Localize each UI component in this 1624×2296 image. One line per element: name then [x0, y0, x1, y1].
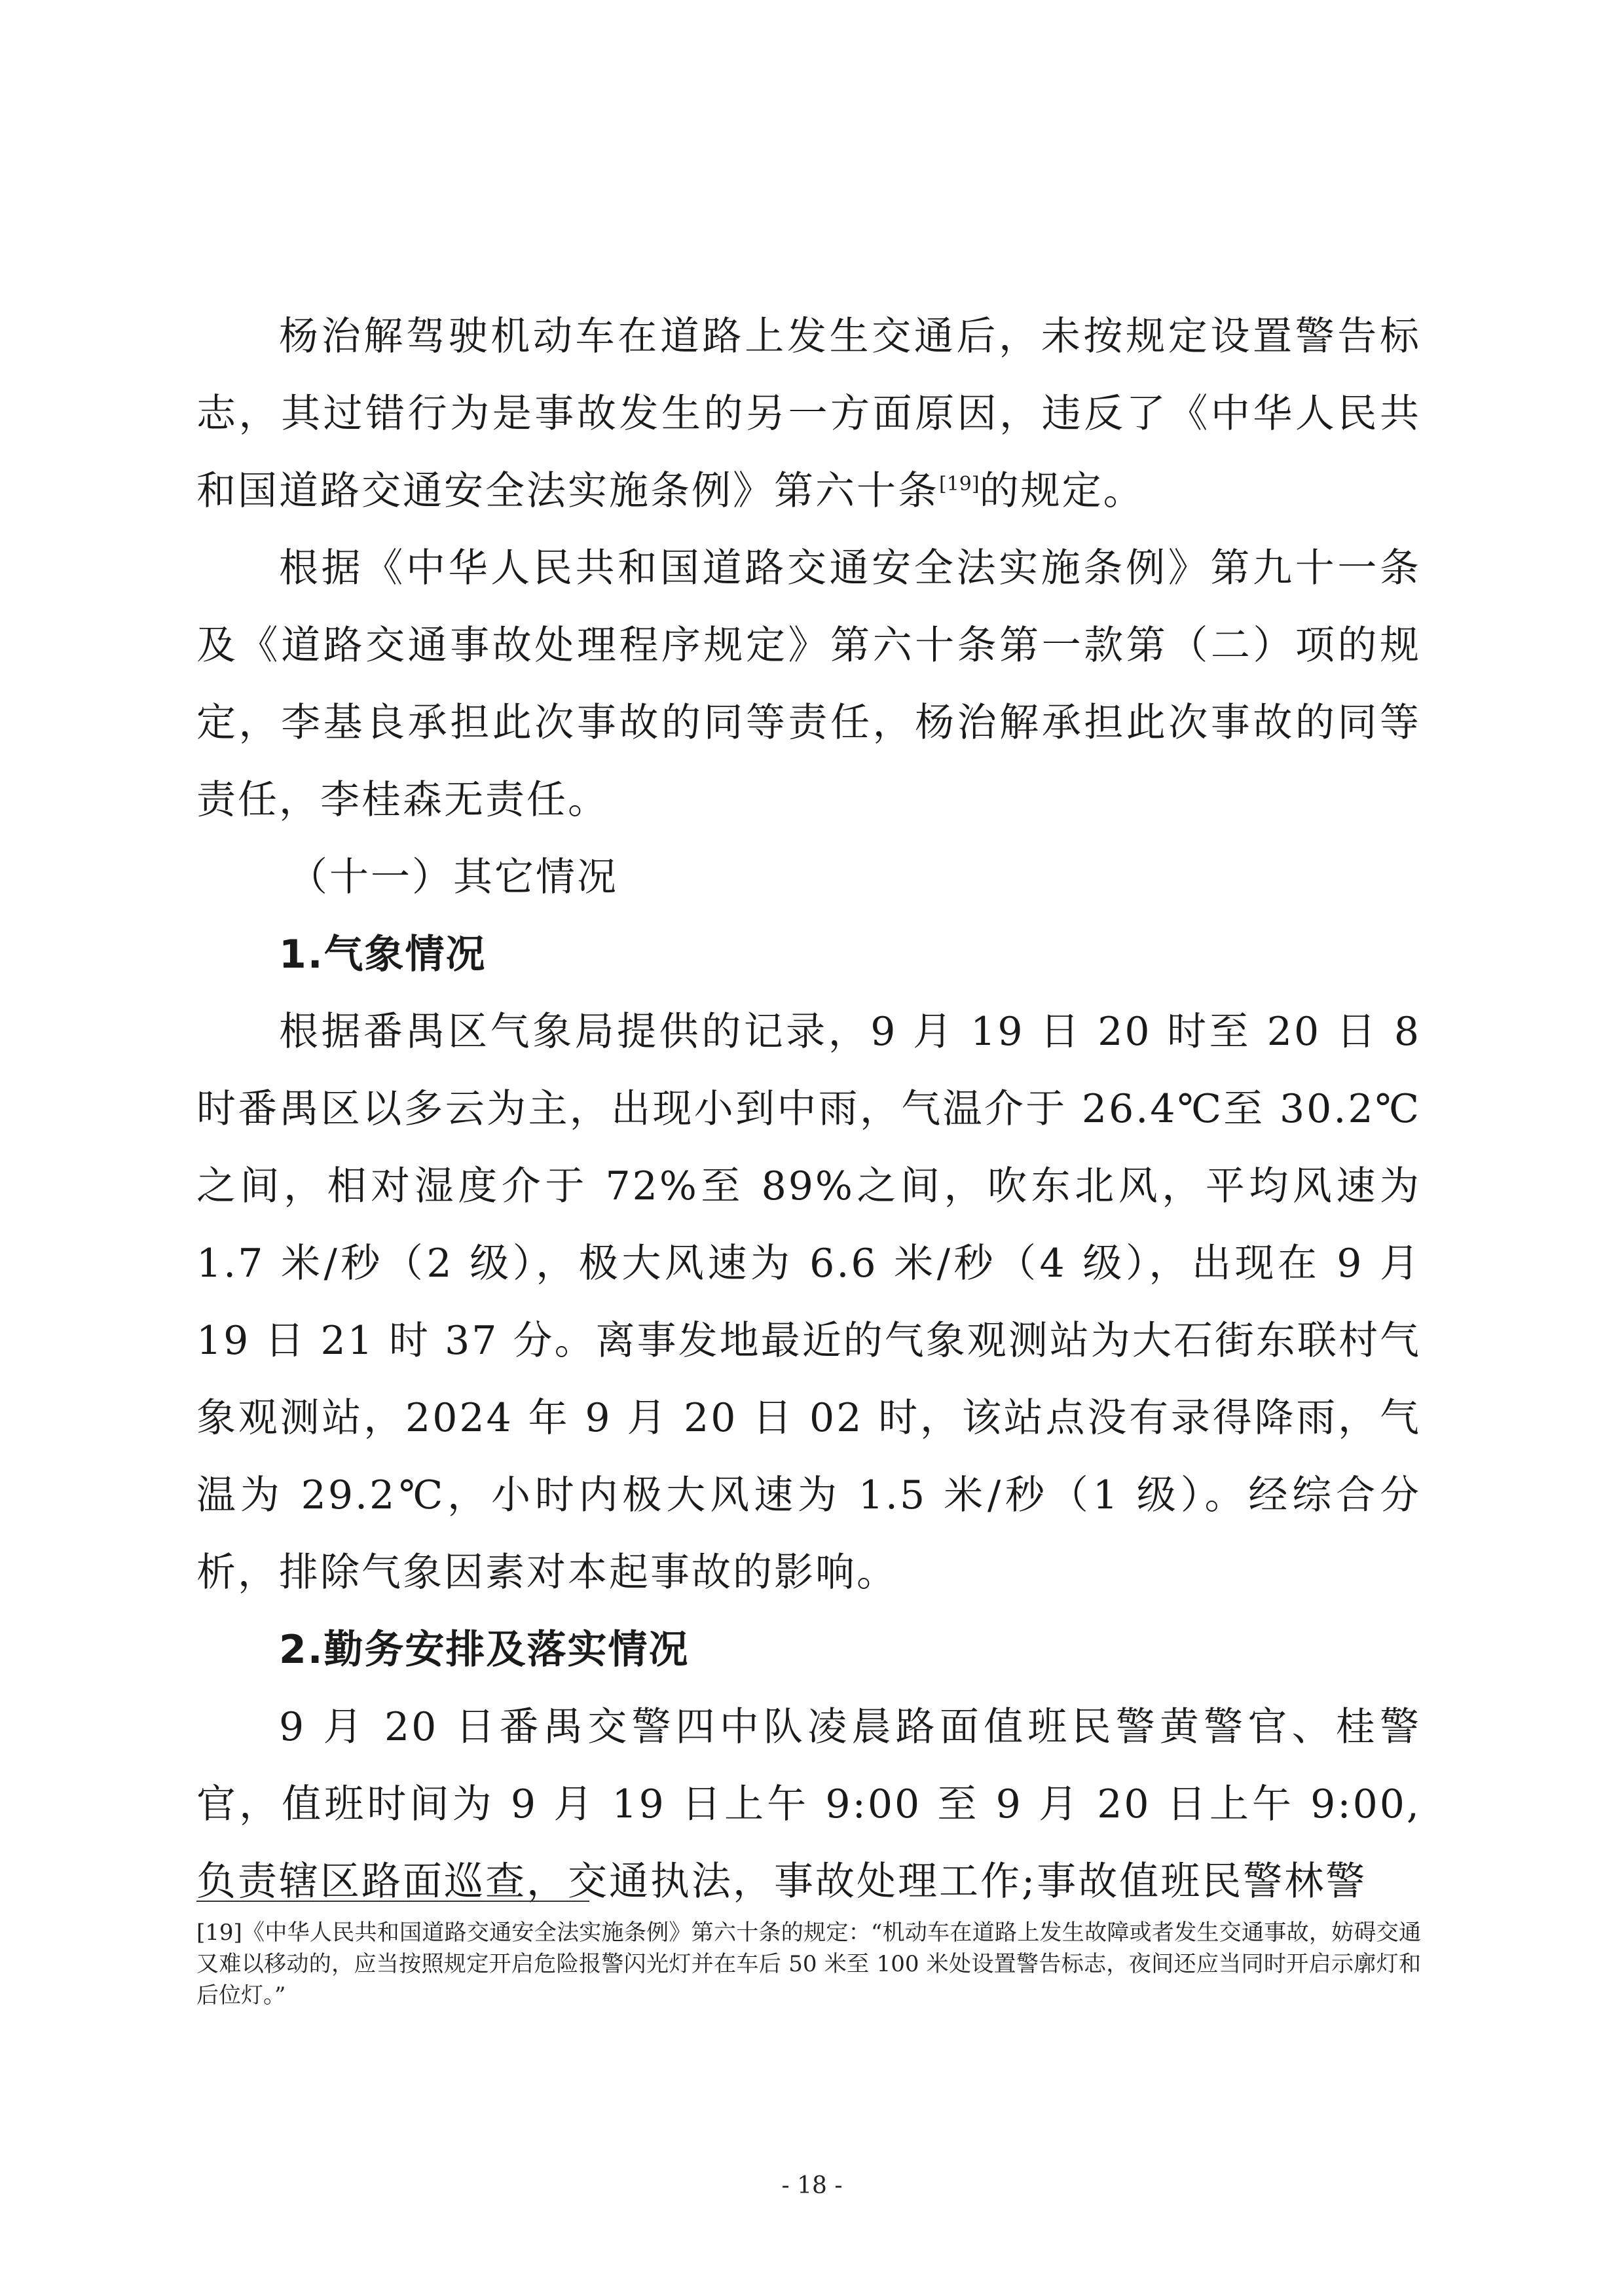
paragraph-fault-description [196, 298, 1421, 530]
paragraph-fault-text-end: 的规定。 [979, 468, 1145, 514]
page-number: - 18 - [781, 2172, 843, 2199]
footnote-19: [19]《中华人民共和国道路交通安全法实施条例》第六十条的规定：“机动车在道路上发生故障或者发生交通事故，妨碍交通又难以移动的，应当按照规定开启危险报警闪光灯并在车后 50 米至 100 米处设置警告标志，夜间还应当同时开启示廓灯和后位灯。” [196, 1920, 1421, 2009]
body-text [196, 298, 1421, 1920]
paragraph-duty-arrangement: 9 月 20 日番禺交警四中队凌晨路面值班民警黄警官、桂警官，值班时间为 9 月 19 日上午 9:00 至 9 月 20 日上午 9:00,负责辖区路面巡查，交通执法，事故处理工作;事故值班民警林警 [196, 1704, 1421, 1904]
paragraph-weather: 根据番禺区气象局提供的记录，9 月 19 日 20 时至 20 日 8 时番禺区以多云为主，出现小到中雨，气温介于 26.4℃至 30.2℃之间，相对湿度介于 72%至 89%之间，吹东北风，平均风速为 1.7 米/秒（2 级），极大风速为 6.6 米/秒（4 级），出现在 9 月 19 日 21 时 37 分。离事发地最近的气象观测站为大石街东联村气象观测站，2024 年 9 月 20 日 02 时，该站点没有录得降雨，气温为 29.2℃，小时内极大风速为 1.5 米/秒（1 级）。经综合分析，排除气象因素对本起事故的影响。 [196, 1009, 1421, 1595]
section-heading-other: （十一）其它情况 [288, 854, 618, 900]
footnote-divider [196, 1901, 589, 1902]
subheading-weather: 1.气象情况 [279, 932, 487, 977]
paragraph-liability-determination: 根据《中华人民共和国道路交通安全法实施条例》第九十一条及《道路交通事故处理程序规定》第六十条第一款第（二）项的规定，李基良承担此次事故的同等责任，杨治解承担此次事故的同等责任，李桂森无责任。 [196, 545, 1421, 823]
subheading-duty-arrangement: 2.勤务安排及落实情况 [279, 1627, 690, 1673]
footnote-reference-19[interactable]: [19] [939, 473, 980, 496]
paragraph-fault-text: 杨治解驾驶机动车在道路上发生交通后，未按规定设置警告标志，其过错行为是事故发生的另一方面原因，违反了《中华人民共和国道路交通安全法实施条例》第六十条 [196, 314, 1421, 514]
